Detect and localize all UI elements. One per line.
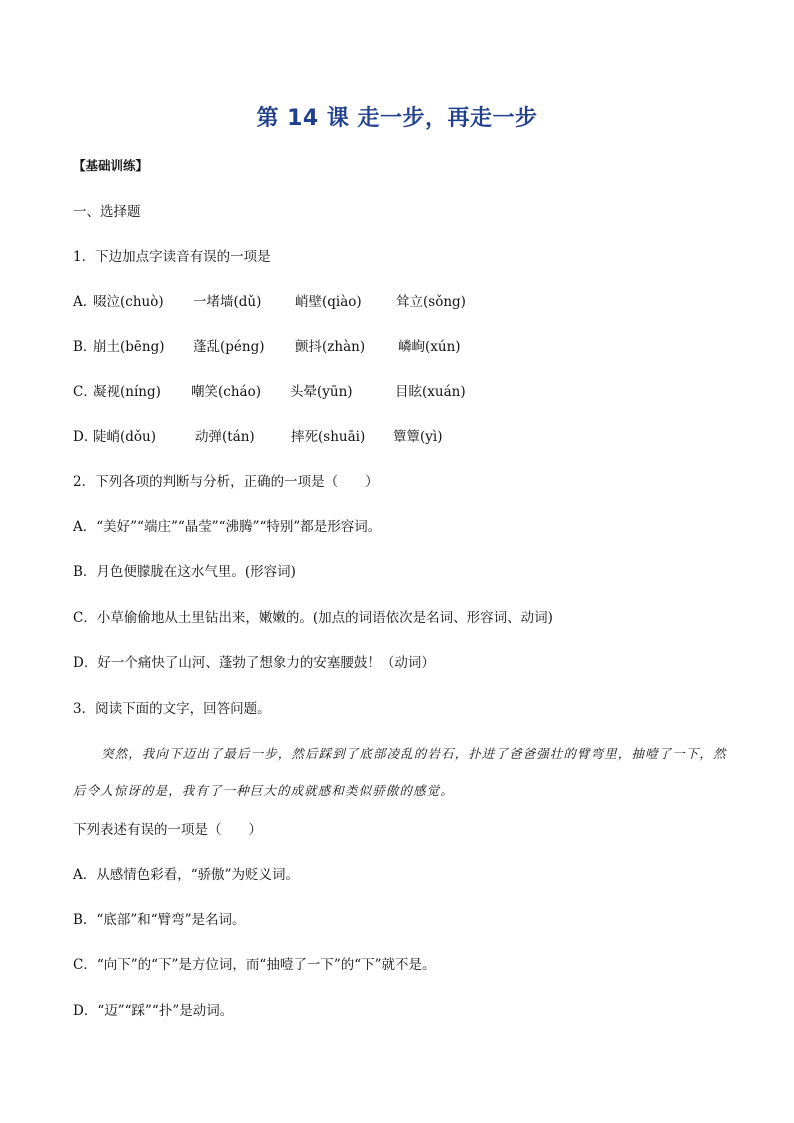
option-item: 崩土(bēng) (93, 339, 165, 355)
question-3-sub-stem: 下列表述有误的一项是（ ） (73, 822, 262, 838)
question-2-option-a: A．“美好”“端庄”“晶莹”“沸腾”“特别”都是形容词。 (73, 519, 382, 535)
question-3-stem: 3．阅读下面的文字，回答问题。 (73, 701, 271, 717)
option-item: 动弹(tán) (195, 429, 255, 445)
question-3-option-d: D．“迈”“踩”“扑”是动词。 (73, 1003, 234, 1019)
section-label: 【基础训练】 (73, 158, 149, 173)
option-item: 簟簟(yì) (393, 429, 443, 445)
option-letter: A． (73, 294, 97, 310)
page-title: 第 14 课 走一步，再走一步 (256, 106, 538, 131)
question-2-option-d: D．好一个痛快了山河、蓬勃了想象力的安塞腰鼓！（动词） (73, 655, 435, 671)
question-1-stem: 1．下边加点字读音有误的一项是 (73, 249, 271, 265)
option-item: 啜泣(chuò) (93, 294, 164, 310)
option-item: 耸立(sǒng) (396, 294, 466, 310)
question-3-option-b: B．“底部”和“臂弯”是名词。 (73, 912, 246, 928)
option-item: 颤抖(zhàn) (295, 339, 366, 355)
option-item: 嘲笑(cháo) (191, 384, 261, 400)
option-letter: C． (73, 384, 97, 400)
question-2-stem: 2．下列各项的判断与分析，正确的一项是（ ） (73, 474, 379, 490)
part-heading: 一、选择题 (73, 204, 141, 220)
option-letter: D． (73, 429, 98, 445)
question-2-option-b: B．月色便朦胧在这水气里。(形容词) (73, 564, 296, 580)
option-item: 蓬乱(péng) (193, 339, 265, 355)
option-item: 目眩(xuán) (395, 384, 466, 400)
option-item: 嶙峋(xún) (398, 339, 461, 355)
option-item: 头晕(yūn) (290, 384, 353, 400)
option-letter: B． (73, 339, 97, 355)
question-3-option-a: A．从感情色彩看，“骄傲”为贬义词。 (73, 867, 300, 883)
reading-passage: 突然，我向下迈出了最后一步，然后踩到了底部凌乱的岩石，扑进了爸爸强壮的臂弯里，抽噎了一下，然后令人惊讶的是，我有了一种巨大的成就感和类似骄傲的感觉。 (73, 746, 727, 798)
option-item: 摔死(shuāi) (291, 429, 366, 445)
option-item: 凝视(níng) (93, 384, 161, 400)
question-3-option-c: C．“向下”的“下”是方位词，而“抽噎了一下”的“下”就不是。 (73, 957, 436, 973)
option-item: 峭壁(qiào) (295, 294, 362, 310)
option-item: 陡峭(dǒu) (93, 429, 156, 445)
question-2-option-c: C．小草偷偷地从土里钻出来，嫩嫩的。(加点的词语依次是名词、形容词、动词) (73, 610, 553, 626)
option-item: 一堵墙(dǔ) (193, 294, 262, 310)
